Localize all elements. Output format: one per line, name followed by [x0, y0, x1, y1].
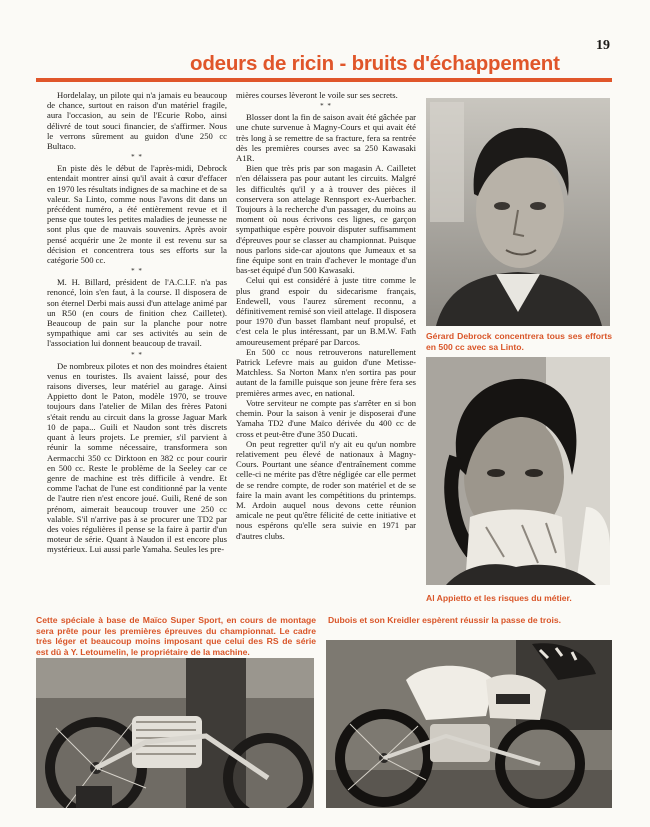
caption-debrock: Gérard Debrock concentrera tous ses efforts en 500 cc avec sa Linto. [426, 331, 612, 352]
paragraph: En 500 cc nous retrouverons naturellement Patrick Lefevre mais au guidon d'une Metisse-Matchless. Sa Norton Manx n'en sortira pas pour autant de la famille puisque son jeune frère fera ses premières armes avec, en national. [236, 346, 416, 398]
photo-al-appietto [426, 357, 610, 585]
separator: * * [131, 267, 143, 276]
paragraph: On peut regretter qu'il n'y ait eu qu'un nombre relativement peu élevé de nationaux à Magny-Cours. Pourtant une séance d'entraînement comme celle-ci ne mérite pas d'être négligée car elle permet de se rendre compte, de roder son matériel et de se faire la main avant les compétitions du printemps. M. Ardoin auquel nous devons cette réunion amicale ne peut qu'être félicité de cette initiative et nous espérons qu'elle sera suivie en 1971 par d'autres clubs. [236, 438, 416, 541]
separator: * * [131, 350, 143, 359]
paragraph: Blosser dont la fin de saison avait été gâchée par une chute survenue à Magny-Cours et qui avait été très long à se remettre de sa fracture, fera sa rentrée dès les premières courses avec sa 250 Kawasaki A1R. [236, 112, 416, 164]
headline: odeurs de ricin - bruits d'échappement [190, 52, 560, 75]
caption-appietto: Al Appietto et les risques du métier. [426, 593, 572, 603]
separator: * * [320, 102, 332, 111]
page-number: 19 [596, 38, 610, 53]
caption-maico: Cette spéciale à base de Maïco Super Sport, en cours de montage sera prête pour les premières épreuves du championnat. Le cadre très léger et beaucoup moins imposant que celui des RS de série est dû à Y. Letoumelin, le propriétaire de la machine. [36, 615, 316, 657]
middle-text-column [236, 90, 416, 590]
paragraph: De nombreux pilotes et non des moindres étaient venus en touristes. Ils avaient laissé, pour des raisons diverses, leur matériel au garage. Ainsi Appietto dont le Paton, modèle 1970, se trouve toujours dans l'atelier de Milan des frères Patoni s'était rendu au circuit dans la grosse Jaguar Mark 10 de papa... Guili et Naudon sont très discrets quant à leurs projets. Le premier, s'il parvient à réunir la somme nécessaire, transformera son Aermacchi 350 cc Dirktoon en 382 cc pour courir en 500 cc. Reste le problème de la Seeley car ce genre de machine est très difficile à vendre. Et comme l'achat de l'une est conditionné par la vente de l'autre rien n'est encore joué. Guili, René de son prénom, aimerait beaucoup trouver une 250 cc valable. S'il n'arrive pas à se procurer une TD2 par des voies régulières il pense se la faire à partir d'un moteur de série. Quant à Naudon il est encore plus mystérieux. Lui aussi parle Yamaha. Seules les pre- [47, 360, 227, 555]
left-text-column [47, 90, 227, 590]
paragraph: En piste dès le début de l'après-midi, Debrock entendait montrer ainsi qu'il avait à cœur d'effacer en 1970 les résultats indignes de sa machine et de sa valeur. Sa Linto, comme nous l'avons dit dans un précédent numéro, a été entièrement revue et il pense que toutes les petites maladies de jeunesse ne sont plus que de mauvais souvenirs. Après avoir pensé acquérir une 2e monte il est revenu sur sa décision et concentrera tous ses efforts sur la catégorie 500 cc. [47, 163, 227, 266]
caption-dubois: Dubois et son Kreidler espèrent réussir la passe de trois. [328, 615, 562, 625]
paragraph: Votre serviteur ne compte pas s'arrêter en si bon chemin. Pour la saison à venir je disposerai d'une Yamaha TD2 d'une Maïco dérivée du 400 cc de cross et peut-être d'une 350 Ducati. [236, 397, 416, 439]
photo-maico-special [36, 658, 314, 808]
paragraph: M. H. Billard, président de l'A.C.I.F. n'a pas renoncé, loin s'en faut, à la course. Il disposera de son éternel Derbi mais aussi d'un attelage animé par un R50 (en cours de finition chez Cailletet). Beaucoup de pain sur la planche pour notre sympathique ami car ses activités au sein de l'association lui donnent beaucoup de travail. [47, 277, 227, 349]
paragraph: Celui qui est considéré à juste titre comme le plus grand espoir du sidecarisme français, Endewell, vous l'aurez sûrement reconnu, a définitivement remisé son vieil attelage. Il disposera pour 1970 d'un basset flambant neuf propulsé, et c'est cela le plus intéressant, par un B.M.W. Fath amoureusement préparé par Darcos. [236, 275, 416, 347]
separator: * * [131, 153, 143, 162]
paragraph: Hordelalay, un pilote qui n'a jamais eu beaucoup de chance, surtout en raison d'un matériel fragile, aura l'occasion, au sein de l'Ecurie Robo, ainsi délivré de tout souci financier, de s'affirmer. Nous le verrons sûrement au guidon d'une 250 cc Bultaco. [47, 90, 227, 152]
photo-dubois-kreidler [326, 640, 612, 808]
paragraph: Bien que très pris par son magasin A. Cailletet n'en délaissera pas pour autant les circuits. Malgré les difficultés qu'il y a à trouver des pièces il conservera son attelage Rennsport ex-Auerbacher. Toujours à la recherche d'un passager, du moins au moment où nous écrivons ces lignes, ce garçon sympathique espère pouvoir disputer suffisamment d'épreuves pour se classer au championnat. Puisque nous parlons side-car ajoutons que Jumeaux et sa fine équipe sont en train d'achever le montage d'un bas-set équipé d'un 500 Kawasaki. [236, 163, 416, 276]
paragraph: mières courses lèveront le voile sur ses secrets. [236, 90, 398, 100]
photo-gerard-debrock [426, 98, 610, 326]
headline-rule [36, 78, 612, 82]
